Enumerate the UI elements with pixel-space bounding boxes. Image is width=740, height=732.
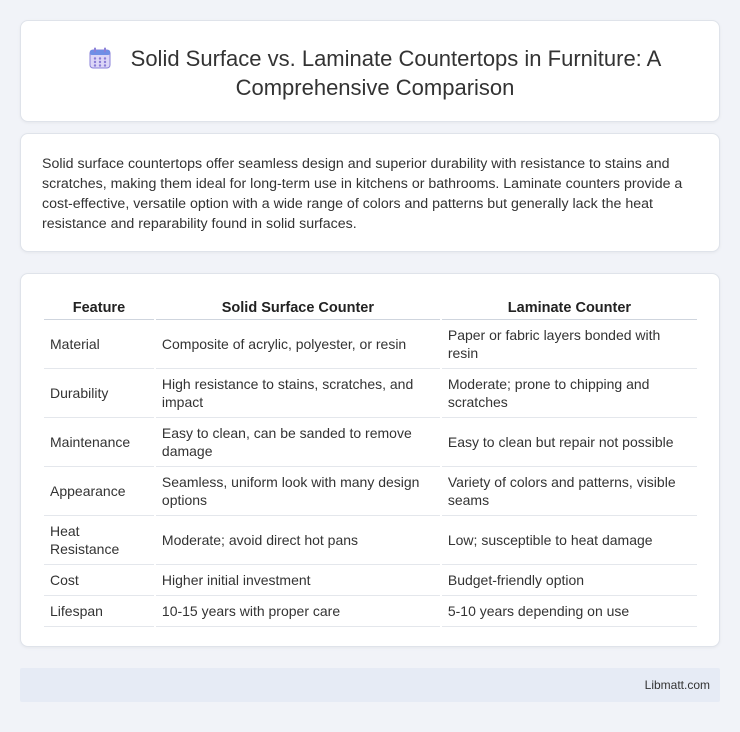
page-title-wrap xyxy=(61,44,689,102)
footer xyxy=(20,668,720,702)
comparison-card xyxy=(20,273,720,647)
table-row xyxy=(44,418,697,467)
header-laminate: Laminate Counter xyxy=(442,296,697,320)
header-solid-surface: Solid Surface Counter xyxy=(156,296,440,320)
solid-surface-cell: High resistance to stains, scratches, and impact xyxy=(156,369,440,418)
calendar-icon xyxy=(89,47,111,69)
footer-brand: Libmatt.com xyxy=(644,678,710,692)
solid-surface-cell: Easy to clean, can be sanded to remove damage xyxy=(156,418,440,467)
laminate-cell: Low; susceptible to heat damage xyxy=(442,516,697,565)
laminate-cell: Paper or fabric layers bonded with resin xyxy=(442,320,697,369)
feature-cell: Lifespan xyxy=(44,596,154,627)
table-row xyxy=(44,596,697,627)
feature-cell: Maintenance xyxy=(44,418,154,467)
laminate-cell: Budget-friendly option xyxy=(442,565,697,596)
title-card xyxy=(20,20,720,122)
comparison-table xyxy=(42,296,699,627)
table-row xyxy=(44,565,697,596)
feature-cell: Heat Resistance xyxy=(44,516,154,565)
solid-surface-cell: 10-15 years with proper care xyxy=(156,596,440,627)
laminate-cell: Moderate; prone to chipping and scratches xyxy=(442,369,697,418)
laminate-cell: Variety of colors and patterns, visible seams xyxy=(442,467,697,516)
intro-paragraph: Solid surface countertops offer seamless design and superior durability with resistance to stains and scratches, making them ideal for long-term use in kitchens or bathrooms. Laminate counters provide a cost-effective, versatile option with a wide range of colors and patterns but generally lack the heat resistance and reparability found in solid surfaces. xyxy=(42,156,683,232)
solid-surface-cell: Composite of acrylic, polyester, or resin xyxy=(156,320,440,369)
table-header-row xyxy=(44,296,697,320)
table-row xyxy=(44,369,697,418)
laminate-cell: 5-10 years depending on use xyxy=(442,596,697,627)
table-row xyxy=(44,467,697,516)
table-row xyxy=(44,516,697,565)
feature-cell: Material xyxy=(44,320,154,369)
header-feature: Feature xyxy=(44,296,154,320)
solid-surface-cell: Moderate; avoid direct hot pans xyxy=(156,516,440,565)
feature-cell: Cost xyxy=(44,565,154,596)
intro-card xyxy=(20,133,720,252)
laminate-cell: Easy to clean but repair not possible xyxy=(442,418,697,467)
page-title: Solid Surface vs. Laminate Countertops in Furniture: A Comprehensive Comparison xyxy=(130,46,662,100)
solid-surface-cell: Seamless, uniform look with many design options xyxy=(156,467,440,516)
table-row xyxy=(44,320,697,369)
solid-surface-cell: Higher initial investment xyxy=(156,565,440,596)
feature-cell: Appearance xyxy=(44,467,154,516)
feature-cell: Durability xyxy=(44,369,154,418)
